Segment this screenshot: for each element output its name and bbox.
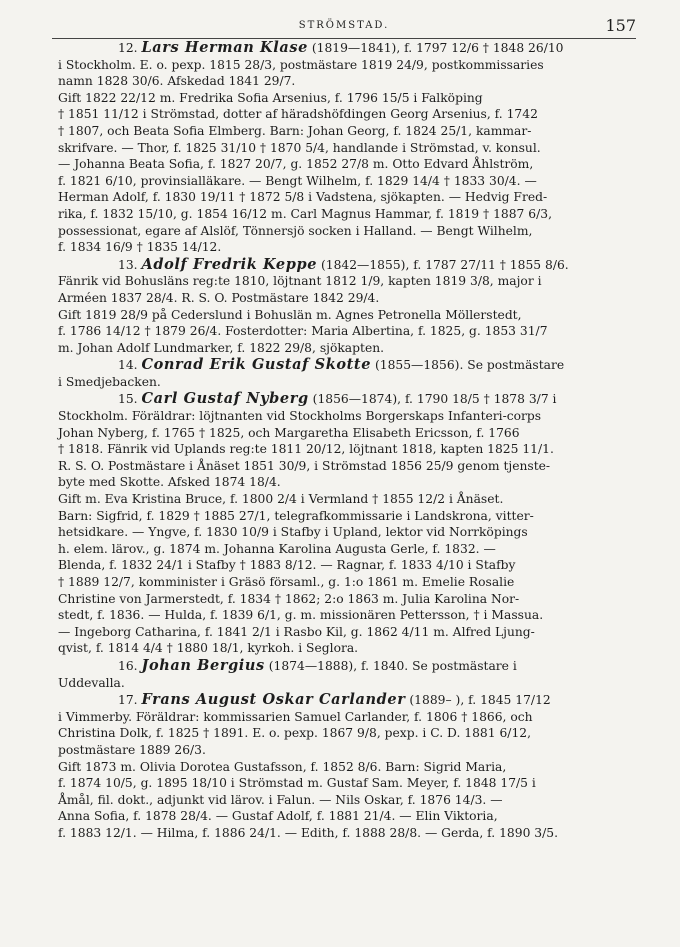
entry-line: m. Johan Adolf Lundmarker, f. 1822 29/8, sjökapten.	[58, 340, 385, 355]
entry-12	[58, 40, 636, 256]
entry-heading	[58, 357, 636, 374]
entry-line: qvist, f. 1814 4/4 † 1880 18/1, kyrkoh. i Seglora.	[58, 641, 359, 656]
entry-line: f. 1834 16/9 † 1835 14/12.	[58, 240, 222, 255]
entry-line: (1855—1856). Se postmästare	[374, 358, 565, 373]
entry-line: i Vimmerby. Föräldrar: kommissarien Samuel Carlander, f. 1806 † 1866, och	[58, 709, 533, 724]
entry-line: f. 1883 12/1. — Hilma, f. 1886 24/1. — Edith, f. 1888 28/8. — Gerda, f. 1890 3/5.	[58, 825, 559, 840]
entry-line: Herman Adolf, f. 1830 19/11 † 1872 5/8 i Vadstena, sjökapten. — Hedvig Fred-	[58, 190, 548, 205]
person-name: Lars Herman Klase	[141, 39, 308, 56]
entry-line: postmästare 1889 26/3.	[58, 742, 206, 757]
entry-line: (1889– ), f. 1845 17/12	[409, 693, 551, 708]
entry-number: 14.	[118, 358, 138, 373]
entry-number: 13.	[118, 257, 138, 272]
entry-line: Gift 1873 m. Olivia Dorotea Gustafsson, f. 1852 8/6. Barn: Sigrid Maria,	[58, 759, 507, 774]
entry-line: Gift 1822 22/12 m. Fredrika Sofia Arsenius, f. 1796 15/5 i Falköping	[58, 90, 483, 105]
entry-number: 15.	[118, 392, 138, 407]
person-name: Johan Bergius	[141, 656, 265, 674]
entry-line: Fänrik vid Bohusläns reg:te 1810, löjtnant 1812 1/9, kapten 1819 3/8, major i	[58, 274, 542, 289]
entry-line: Arméen 1837 28/4. R. S. O. Postmästare 1842 29/4.	[58, 290, 380, 305]
entry-line: Stockholm. Föräldrar: löjtnanten vid Stockholms Borgerskaps Infanteri-corps	[58, 409, 542, 424]
entry-line: (1874—1888), f. 1840. Se postmästare i	[268, 658, 517, 673]
entry-line: R. S. O. Postmästare i Ånäset 1851 30/9, i Strömstad 1856 25/9 genom tjenste-	[58, 458, 551, 473]
entry-line: f. 1821 6/10, provinsialläkare. — Bengt Wilhelm, f. 1829 14/4 † 1833 30/4. —	[58, 173, 537, 188]
entry-heading	[58, 257, 636, 274]
entry-line: † 1818. Fänrik vid Uplands reg:te 1811 20/12, löjtnant 1818, kapten 1825 11/1.	[58, 442, 554, 457]
entries-list	[58, 40, 636, 842]
entry-number: 12.	[118, 41, 138, 55]
entry-line: Christine von Jarmerstedt, f. 1834 † 1862; 2:o 1863 m. Julia Karolina Nor-	[58, 591, 520, 606]
entry-line: Blenda, f. 1832 24/1 i Stafby † 1883 8/12. — Ragnar, f. 1833 4/10 i Stafby	[58, 558, 516, 573]
entry-line: (1856—1874), f. 1790 18/5 † 1878 3/7 i	[312, 392, 557, 407]
entry-line: — Ingeborg Catharina, f. 1841 2/1 i Rasbo Kil, g. 1862 4/11 m. Alfred Ljung-	[58, 624, 535, 639]
page-number: 157	[605, 16, 636, 35]
entry-line: † 1889 12/7, komminister i Gräsö församl., g. 1:o 1861 m. Emelie Rosalie	[58, 575, 515, 589]
entry-line: — Johanna Beata Sofia, f. 1827 20/7, g. 1852 27/8 m. Otto Edvard Åhlström,	[58, 157, 534, 172]
entry-line: Christina Dolk, f. 1825 † 1891. E. o. pexp. 1867 9/8, pexp. i C. D. 1881 6/12,	[58, 726, 532, 741]
entry-line: stedt, f. 1836. — Hulda, f. 1839 6/1, g. m. missionären Pettersson, † i Massua.	[58, 608, 544, 623]
entry-line: byte med Skotte. Afsked 1874 18/4.	[58, 475, 281, 490]
entry-17	[58, 692, 636, 841]
entry-number: 17.	[118, 693, 138, 708]
entry-line: Åmål, fil. dokt., adjunkt vid lärov. i Falun. — Nils Oskar, f. 1876 14/3. —	[58, 792, 503, 807]
entry-heading	[58, 391, 636, 408]
entry-line: Johan Nyberg, f. 1765 † 1825, och Margaretha Elisabeth Ericsson, f. 1766	[58, 425, 520, 440]
entry-line: i Smedjebacken.	[58, 374, 161, 389]
entry-line: hetsidkare. — Yngve, f. 1830 10/9 i Stafby i Upland, lektor vid Norrköpings	[58, 525, 528, 540]
person-name: Carl Gustaf Nyberg	[141, 390, 309, 408]
entry-line: † 1807, och Beata Sofia Elmberg. Barn: Johan Georg, f. 1824 25/1, kammar-	[58, 123, 532, 138]
running-title: STRÖMSTAD.	[298, 20, 390, 31]
entry-16	[58, 658, 636, 691]
entry-heading	[58, 692, 636, 709]
entry-line: f. 1786 14/12 † 1879 26/4. Fosterdotter: Maria Albertina, f. 1825, g. 1853 31/7	[58, 324, 548, 339]
entry-line: Gift m. Eva Kristina Bruce, f. 1800 2/4 i Vermland † 1855 12/2 i Ånäset.	[58, 492, 504, 507]
entry-line: (1819—1841), f. 1797 12/6 † 1848 26/10	[311, 41, 564, 55]
entry-line: possessionat, egare af Alslöf, Tönnersjö socken i Halland. — Bengt Wilhelm,	[58, 223, 533, 238]
entry-line: † 1851 11/12 i Strömstad, dotter af häradshöfdingen Georg Arsenius, f. 1742	[58, 107, 538, 122]
person-name: Conrad Erik Gustaf Skotte	[141, 356, 372, 374]
entry-line: rika, f. 1832 15/10, g. 1854 16/12 m. Carl Magnus Hammar, f. 1819 † 1887 6/3,	[58, 206, 552, 221]
entry-heading	[58, 40, 636, 57]
entry-line: i Stockholm. E. o. pexp. 1815 28/3, postmästare 1819 24/9, postkommissaries	[58, 57, 544, 72]
entry-14	[58, 357, 636, 390]
entry-line: skrifvare. — Thor, f. 1825 31/10 † 1870 5/4, handlande i Strömstad, v. konsul.	[58, 140, 541, 155]
entry-line: Gift 1819 28/9 på Cederslund i Bohuslän m. Agnes Petronella Möllerstedt,	[58, 307, 522, 322]
person-name: Adolf Fredrik Keppe	[141, 255, 318, 273]
entry-line: Barn: Sigfrid, f. 1829 † 1885 27/1, telegrafkommissarie i Landskrona, vitter-	[58, 508, 534, 523]
entry-line: Uddevalla.	[58, 675, 125, 690]
entry-13	[58, 257, 636, 357]
entry-number: 16.	[118, 658, 138, 673]
person-name: Frans August Oskar Carlander	[141, 691, 406, 709]
entry-line: h. elem. lärov., g. 1874 m. Johanna Karolina Augusta Gerle, f. 1832. —	[58, 541, 496, 556]
entry-heading	[58, 658, 636, 675]
entry-line: (1842—1855), f. 1787 27/11 † 1855 8/6.	[320, 257, 569, 272]
entry-line: namn 1828 30/6. Afskedad 1841 29/7.	[58, 74, 296, 89]
entry-line: f. 1874 10/5, g. 1895 18/10 i Strömstad m. Gustaf Sam. Meyer, f. 1848 17/5 i	[58, 776, 536, 791]
entry-15	[58, 391, 636, 657]
page-header	[52, 12, 636, 39]
entry-line: Anna Sofia, f. 1878 28/4. — Gustaf Adolf, f. 1881 21/4. — Elin Viktoria,	[58, 809, 498, 824]
